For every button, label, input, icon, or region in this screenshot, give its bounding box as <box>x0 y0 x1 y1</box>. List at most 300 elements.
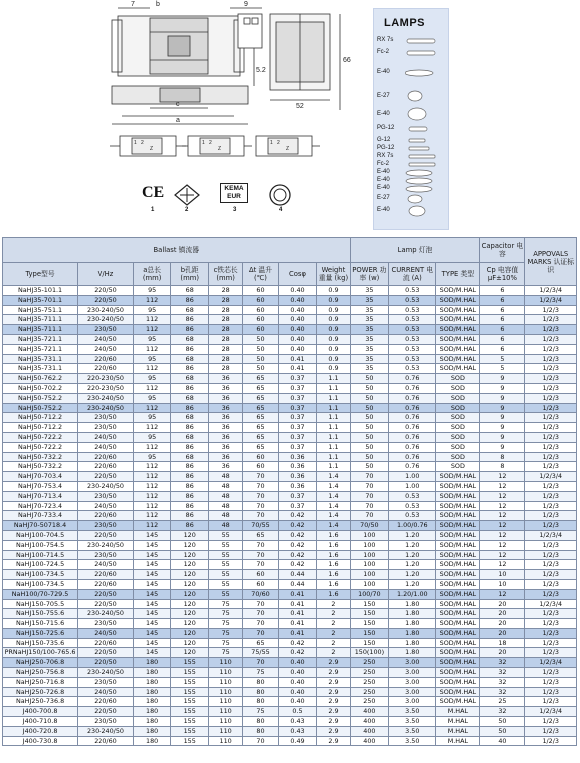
table-cell: 1/2/3 <box>525 550 577 560</box>
ballast-spec-table <box>2 237 577 746</box>
table-cell: 230-240/50 <box>78 315 134 325</box>
dim-label: 9 <box>244 1 248 8</box>
table-cell: 100 <box>350 540 389 550</box>
table-cell: 1/2/3/4 <box>525 472 577 482</box>
table-cell: 65 <box>243 383 278 393</box>
table-cell: 55 <box>208 550 242 560</box>
table-cell: 3.00 <box>389 697 436 707</box>
terminal-mark: 2 <box>141 140 144 146</box>
table-cell: 3.50 <box>389 717 436 727</box>
table-cell: 0.9 <box>317 354 350 364</box>
table-cell: J400-720.8 <box>3 726 78 736</box>
table-cell: 36 <box>208 423 242 433</box>
table-row <box>3 648 577 658</box>
table-row <box>3 668 577 678</box>
table-cell: 80 <box>243 677 278 687</box>
table-cell: 35 <box>350 364 389 374</box>
table-cell: 20 <box>480 619 525 629</box>
table-cell: 2.9 <box>317 697 350 707</box>
table-cell: 2 <box>317 619 350 629</box>
table-cell: 1/2/3 <box>525 481 577 491</box>
table-cell: 240/50 <box>78 560 134 570</box>
table-cell: 1/2/3 <box>525 628 577 638</box>
table-cell: 240/50 <box>78 687 134 697</box>
table-cell: 50 <box>480 726 525 736</box>
table-cell: 6 <box>480 344 525 354</box>
table-cell: 220/60 <box>78 697 134 707</box>
table-cell: 120 <box>171 560 209 570</box>
table-cell: 2.9 <box>317 736 350 746</box>
table-cell: 50 <box>350 383 389 393</box>
table-cell: 2.9 <box>317 687 350 697</box>
table-cell: 70 <box>243 619 278 629</box>
cert-number: 3 <box>233 207 237 213</box>
ccc-mark-icon <box>268 183 292 207</box>
table-cell: 0.41 <box>278 589 317 599</box>
table-cell: 80 <box>243 697 278 707</box>
table-cell: 75 <box>208 599 242 609</box>
table-cell: 36 <box>208 442 242 452</box>
table-cell: 50 <box>243 344 278 354</box>
table-cell: 75 <box>208 648 242 658</box>
table-cell: 145 <box>133 579 171 589</box>
table-cell: NaHJ50-732.2 <box>3 452 78 462</box>
table-cell: NaHJ150-725.6 <box>3 628 78 638</box>
table-cell: 1.1 <box>317 393 350 403</box>
table-cell: 9 <box>480 432 525 442</box>
table-cell: 50 <box>350 413 389 423</box>
table-cell: 60 <box>243 570 278 580</box>
lamps-panel <box>373 8 449 230</box>
col-header-c: c铁芯长 (mm) <box>208 263 242 286</box>
table-cell: 36 <box>208 413 242 423</box>
table-row <box>3 334 577 344</box>
table-cell: 0.9 <box>317 315 350 325</box>
table-cell: 1/2/3 <box>525 364 577 374</box>
table-cell: 0.41 <box>278 628 317 638</box>
lamp-base-label: E-40 <box>377 69 390 75</box>
table-cell: NaHJ250-716.8 <box>3 677 78 687</box>
col-header-power: POWER 功率 (w) <box>350 263 389 286</box>
dim-label: 66 <box>343 57 351 64</box>
table-cell: 230-240/50 <box>78 668 134 678</box>
table-cell: 230-240/50 <box>78 726 134 736</box>
table-cell: 68 <box>171 354 209 364</box>
table-cell: 6 <box>480 305 525 315</box>
table-cell: 70/50 <box>350 521 389 531</box>
table-cell: 1/2/3 <box>525 501 577 511</box>
table-cell: 1.00/0.76 <box>389 521 436 531</box>
table-cell: 145 <box>133 609 171 619</box>
table-cell: 86 <box>171 491 209 501</box>
table-cell: J400-700.8 <box>3 707 78 717</box>
col-header-current: CURRENT 电流 (A) <box>389 263 436 286</box>
table-cell: 55 <box>208 579 242 589</box>
table-cell: NaHJ35-721.1 <box>3 334 78 344</box>
table-cell: 1.6 <box>317 550 350 560</box>
table-cell: 1/2/3 <box>525 334 577 344</box>
table-row <box>3 570 577 580</box>
table-cell: 32 <box>480 677 525 687</box>
table-cell: 180 <box>133 658 171 668</box>
table-cell: 1.20 <box>389 530 436 540</box>
terminal-mark: 1 <box>202 140 205 146</box>
table-cell: 3.50 <box>389 726 436 736</box>
table-cell: 250 <box>350 687 389 697</box>
table-cell: 230-240/50 <box>78 481 134 491</box>
table-cell: 70 <box>243 609 278 619</box>
terminal-mark: Z <box>218 146 222 152</box>
table-cell: SOD <box>436 462 480 472</box>
table-cell: NaHJ35-721.1 <box>3 344 78 354</box>
table-cell: 220/60 <box>78 364 134 374</box>
table-cell: 120 <box>171 628 209 638</box>
lamp-base-label: E-40 <box>377 207 390 213</box>
table-cell: 220/60 <box>78 570 134 580</box>
table-cell: 70 <box>243 599 278 609</box>
table-cell: 0.42 <box>278 560 317 570</box>
table-row <box>3 462 577 472</box>
table-cell: 2 <box>317 628 350 638</box>
table-cell: 10 <box>480 579 525 589</box>
table-cell: 18 <box>480 638 525 648</box>
table-cell: 0.37 <box>278 393 317 403</box>
table-cell: 110 <box>208 707 242 717</box>
table-cell: 230/50 <box>78 619 134 629</box>
table-cell: 36 <box>208 432 242 442</box>
table-cell: 0.41 <box>278 599 317 609</box>
table-cell: SOD/M.HAL <box>436 677 480 687</box>
lamp-base-label: E-27 <box>377 195 390 201</box>
lamp-base-label: PG-12 <box>377 125 395 131</box>
table-row <box>3 383 577 393</box>
figure-area <box>0 0 580 232</box>
table-cell: 1.1 <box>317 432 350 442</box>
table-cell: 1/2/3/4 <box>525 286 577 296</box>
table-row <box>3 501 577 511</box>
table-cell: 9 <box>480 413 525 423</box>
table-cell: 0.76 <box>389 423 436 433</box>
table-cell: NaHJ100-724.5 <box>3 560 78 570</box>
table-cell: 112 <box>133 315 171 325</box>
table-cell: 1/2/3 <box>525 736 577 746</box>
table-cell: 110 <box>208 697 242 707</box>
table-cell: 145 <box>133 628 171 638</box>
table-cell: 0.76 <box>389 442 436 452</box>
table-cell: 180 <box>133 726 171 736</box>
table-cell: 68 <box>171 334 209 344</box>
table-cell: 150(100) <box>350 648 389 658</box>
table-cell: 1.80 <box>389 619 436 629</box>
table-cell: NaHJ35-731.1 <box>3 354 78 364</box>
table-cell: J400-710.8 <box>3 717 78 727</box>
table-row <box>3 579 577 589</box>
table-cell: 32 <box>480 668 525 678</box>
table-cell: 0.37 <box>278 423 317 433</box>
table-cell: SOD <box>436 374 480 384</box>
table-cell: 1.20 <box>389 570 436 580</box>
table-cell: 0.43 <box>278 717 317 727</box>
table-cell: 65 <box>243 413 278 423</box>
table-cell: 80 <box>243 726 278 736</box>
table-cell: 36 <box>208 393 242 403</box>
table-row <box>3 354 577 364</box>
table-cell: 1.4 <box>317 481 350 491</box>
table-cell: 0.37 <box>278 413 317 423</box>
table-cell: 0.9 <box>317 334 350 344</box>
table-cell: 1/2/3 <box>525 589 577 599</box>
table-cell: 112 <box>133 364 171 374</box>
col-header-a: a总长 (mm) <box>133 263 171 286</box>
table-cell: 1/2/3 <box>525 726 577 736</box>
table-cell: 1/2/3 <box>525 344 577 354</box>
table-cell: 145 <box>133 560 171 570</box>
kema-mark: KEMA EUR <box>220 183 248 203</box>
table-cell: 155 <box>171 726 209 736</box>
table-cell: 155 <box>171 668 209 678</box>
table-cell: 220-230/50 <box>78 383 134 393</box>
table-cell: 3.00 <box>389 677 436 687</box>
table-cell: 12 <box>480 481 525 491</box>
table-cell: 12 <box>480 472 525 482</box>
table-cell: 230-240/50 <box>78 393 134 403</box>
table-cell: 70 <box>243 628 278 638</box>
table-row <box>3 452 577 462</box>
table-cell: 1/2/3 <box>525 687 577 697</box>
table-cell: 0.53 <box>389 354 436 364</box>
table-cell: NaHJ70-713.4 <box>3 491 78 501</box>
table-cell: 400 <box>350 736 389 746</box>
table-cell: 110 <box>208 668 242 678</box>
table-cell: 220/60 <box>78 452 134 462</box>
lamp-base-label: PG-12 <box>377 145 395 151</box>
table-cell: 112 <box>133 491 171 501</box>
terminal-mark: 2 <box>209 140 212 146</box>
table-cell: J400-730.8 <box>3 736 78 746</box>
table-cell: NaHJ50-732.2 <box>3 462 78 472</box>
table-cell: NaHJ150-755.6 <box>3 609 78 619</box>
table-cell: 150 <box>350 628 389 638</box>
table-cell: 1/2/3 <box>525 325 577 335</box>
table-cell: 12 <box>480 540 525 550</box>
table-cell: 220/50 <box>78 589 134 599</box>
table-cell: 220/50 <box>78 658 134 668</box>
table-cell: 1.80 <box>389 628 436 638</box>
table-cell: 50 <box>350 423 389 433</box>
table-cell: 86 <box>171 521 209 531</box>
lamp-base-label: E-27 <box>377 93 390 99</box>
col-header-cp: Cp 电容值 μF±10% <box>480 263 525 286</box>
table-cell: 1/2/3 <box>525 521 577 531</box>
table-cell: 0.42 <box>278 540 317 550</box>
table-cell: 6 <box>480 315 525 325</box>
table-cell: 0.37 <box>278 501 317 511</box>
table-cell: 0.37 <box>278 491 317 501</box>
table-cell: 20 <box>480 609 525 619</box>
table-cell: 155 <box>171 697 209 707</box>
table-cell: 110 <box>208 687 242 697</box>
table-cell: 65 <box>243 393 278 403</box>
table-cell: 145 <box>133 550 171 560</box>
table-row <box>3 481 577 491</box>
table-cell: 0.53 <box>389 491 436 501</box>
table-cell: 3.50 <box>389 736 436 746</box>
table-cell: 110 <box>208 736 242 746</box>
table-cell: 150 <box>350 638 389 648</box>
table-cell: 3.00 <box>389 668 436 678</box>
table-cell: 95 <box>133 393 171 403</box>
table-cell: 240/50 <box>78 628 134 638</box>
table-cell: 48 <box>208 511 242 521</box>
table-cell: 0.40 <box>278 295 317 305</box>
table-cell: 70 <box>243 472 278 482</box>
table-cell: 1.1 <box>317 462 350 472</box>
table-cell: 155 <box>171 677 209 687</box>
table-cell: 240/50 <box>78 501 134 511</box>
terminal-mark: Z <box>286 146 290 152</box>
table-cell: 1/2/3 <box>525 560 577 570</box>
table-cell: 180 <box>133 736 171 746</box>
table-cell: 1/2/3 <box>525 677 577 687</box>
table-cell: 0.9 <box>317 325 350 335</box>
table-row <box>3 511 577 521</box>
table-cell: 86 <box>171 423 209 433</box>
table-cell: 70 <box>350 472 389 482</box>
table-cell: 0.40 <box>278 677 317 687</box>
table-cell: 12 <box>480 550 525 560</box>
table-cell: 112 <box>133 383 171 393</box>
table-cell: 75 <box>208 609 242 619</box>
table-cell: 70 <box>243 550 278 560</box>
lamp-base-label: RX 7s <box>377 37 394 43</box>
table-cell: 1/2/3 <box>525 354 577 364</box>
table-cell: 36 <box>208 383 242 393</box>
table-cell: 36 <box>208 374 242 384</box>
table-cell: 220/60 <box>78 638 134 648</box>
table-cell: 1/2/3 <box>525 315 577 325</box>
table-cell: 1.20 <box>389 540 436 550</box>
table-cell: 9 <box>480 374 525 384</box>
table-cell: SOD/M.HAL <box>436 570 480 580</box>
table-cell: 230-240/50 <box>78 403 134 413</box>
lamp-base-label: E-40 <box>377 177 390 183</box>
table-cell: 95 <box>133 286 171 296</box>
table-row <box>3 687 577 697</box>
table-cell: 28 <box>208 354 242 364</box>
table-cell: 1/2/3 <box>525 668 577 678</box>
table-cell: 60 <box>243 452 278 462</box>
table-cell: SOD/M.HAL <box>436 521 480 531</box>
table-cell: 70 <box>243 491 278 501</box>
table-cell: 100 <box>350 550 389 560</box>
safety-mark-icon <box>174 184 200 206</box>
table-cell: 68 <box>171 452 209 462</box>
table-cell: 0.40 <box>278 315 317 325</box>
table-cell: SOD/M.HAL <box>436 648 480 658</box>
table-cell: SOD <box>436 383 480 393</box>
table-cell: 1/2/3 <box>525 540 577 550</box>
table-cell: 112 <box>133 295 171 305</box>
table-cell: SOD/M.HAL <box>436 364 480 374</box>
terminal-mark: 1 <box>134 140 137 146</box>
table-cell: 35 <box>350 344 389 354</box>
table-cell: 1/2/3 <box>525 383 577 393</box>
table-cell: 112 <box>133 481 171 491</box>
table-cell: 0.76 <box>389 462 436 472</box>
table-cell: SOD/M.HAL <box>436 668 480 678</box>
table-cell: SOD/M.HAL <box>436 658 480 668</box>
table-cell: 6 <box>480 325 525 335</box>
table-cell: 400 <box>350 707 389 717</box>
table-cell: 230/50 <box>78 325 134 335</box>
table-cell: 60 <box>243 325 278 335</box>
table-cell: 145 <box>133 638 171 648</box>
table-cell: 180 <box>133 687 171 697</box>
table-cell: 86 <box>171 403 209 413</box>
table-cell: 110 <box>208 677 242 687</box>
table-cell: 120 <box>171 550 209 560</box>
table-row <box>3 413 577 423</box>
table-cell: 2.9 <box>317 726 350 736</box>
ce-mark: CE <box>142 184 165 201</box>
table-cell: 230-240/50 <box>78 305 134 315</box>
table-cell: 0.53 <box>389 295 436 305</box>
table-cell: 75 <box>208 628 242 638</box>
table-cell: 1/2/3 <box>525 491 577 501</box>
table-cell: 50 <box>243 364 278 374</box>
table-cell: SOD/M.HAL <box>436 315 480 325</box>
table-cell: 20 <box>480 599 525 609</box>
table-cell: SOD <box>436 413 480 423</box>
table-cell: 68 <box>171 286 209 296</box>
table-cell: SOD/M.HAL <box>436 579 480 589</box>
table-cell: SOD/M.HAL <box>436 354 480 364</box>
table-row <box>3 530 577 540</box>
table-cell: 155 <box>171 658 209 668</box>
table-cell: 220/50 <box>78 472 134 482</box>
table-cell: 6 <box>480 334 525 344</box>
table-cell: 250 <box>350 677 389 687</box>
table-cell: NaHJ70-723.4 <box>3 501 78 511</box>
table-cell: 50 <box>480 717 525 727</box>
table-cell: 0.37 <box>278 442 317 452</box>
table-cell: 220/60 <box>78 354 134 364</box>
table-cell: NaHJ70-50718.4 <box>3 521 78 531</box>
table-cell: NaHJ70-753.4 <box>3 481 78 491</box>
lamp-shapes-icon <box>405 13 445 223</box>
table-cell: 8 <box>480 462 525 472</box>
table-cell: NaHJ35-731.1 <box>3 364 78 374</box>
table-cell: 1/2/3 <box>525 432 577 442</box>
table-cell: 0.42 <box>278 521 317 531</box>
table-cell: NaHJ35-711.1 <box>3 315 78 325</box>
table-cell: 2.9 <box>317 717 350 727</box>
table-cell: M.HAL <box>436 707 480 717</box>
table-cell: 1.00 <box>389 481 436 491</box>
table-cell: SOD/M.HAL <box>436 286 480 296</box>
table-cell: 86 <box>171 442 209 452</box>
table-cell: 70 <box>243 736 278 746</box>
table-cell: 1/2/3/4 <box>525 295 577 305</box>
table-cell: 6 <box>480 295 525 305</box>
dim-label: b <box>156 1 160 8</box>
table-cell: 6 <box>480 286 525 296</box>
table-cell: 12 <box>480 501 525 511</box>
table-cell: 220/50 <box>78 286 134 296</box>
table-cell: 145 <box>133 648 171 658</box>
table-cell: 0.36 <box>278 481 317 491</box>
table-row <box>3 609 577 619</box>
